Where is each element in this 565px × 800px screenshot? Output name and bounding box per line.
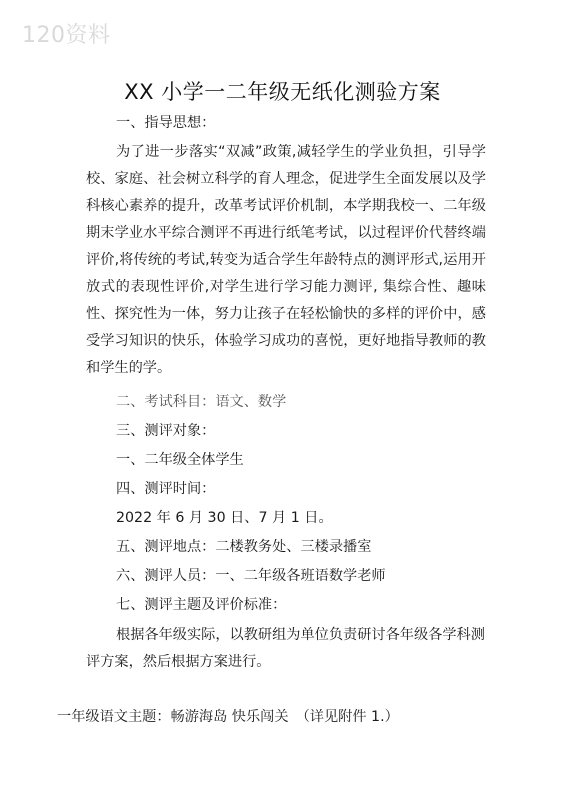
grade-1-chinese-theme-line: 一年级语文主题：畅游海岛 快乐闯关 （详见附件 1.） — [57, 709, 399, 725]
section-5-location: 五、测评地点：二楼教务处、三楼录播室 — [116, 539, 372, 555]
section-7-paragraph: 根据各年级实际，以教研组为单位负责研讨各年级各学科测评方案，然后根据方案进行。 — [86, 627, 485, 670]
section-2-subjects: 二、考试科目：语文、数学 — [116, 394, 287, 410]
section-4-value: 2022 年 6 月 30 日、7 月 1 日。 — [116, 510, 333, 526]
section-3-heading: 三、测评对象： — [116, 423, 216, 439]
section-7-heading: 七、测评主题及评价标准： — [116, 597, 287, 613]
section-1-paragraph: 为了进一步落实“双减”政策,减轻学生的学业负担，引导学校、家庭、社会树立科学的育人理念，促进学生全面发展以及学科核心素养的提升，改革考试评价机制，本学期我校一、二年级期末学业水平综合测评不再进行纸笔考试，以过程评价代替终端评价,将传统的考试,转变为适合学生年龄特点的测评形式,运用开放式的表现性评价,对学生进行学习能力测评, 集综合性、趣味性、探究性为一体，努力让孩子在轻松愉快的多样的评价中，感受学习知识的快乐，体验学习成功的喜悦，更好地指导教师的教和学生的学。 — [86, 144, 486, 376]
section-4-heading: 四、测评时间： — [116, 481, 216, 497]
document-title: XX 小学一二年级无纸化测验方案 — [124, 80, 441, 104]
section-1-heading: 一、指导思想： — [116, 115, 216, 131]
watermark-logo-text: 120资料 — [22, 23, 111, 48]
section-3-value: 一、二年级全体学生 — [116, 452, 244, 468]
document-body — [86, 110, 486, 676]
section-6-personnel: 六、测评人员：一、二年级各班语数学老师 — [116, 568, 386, 584]
